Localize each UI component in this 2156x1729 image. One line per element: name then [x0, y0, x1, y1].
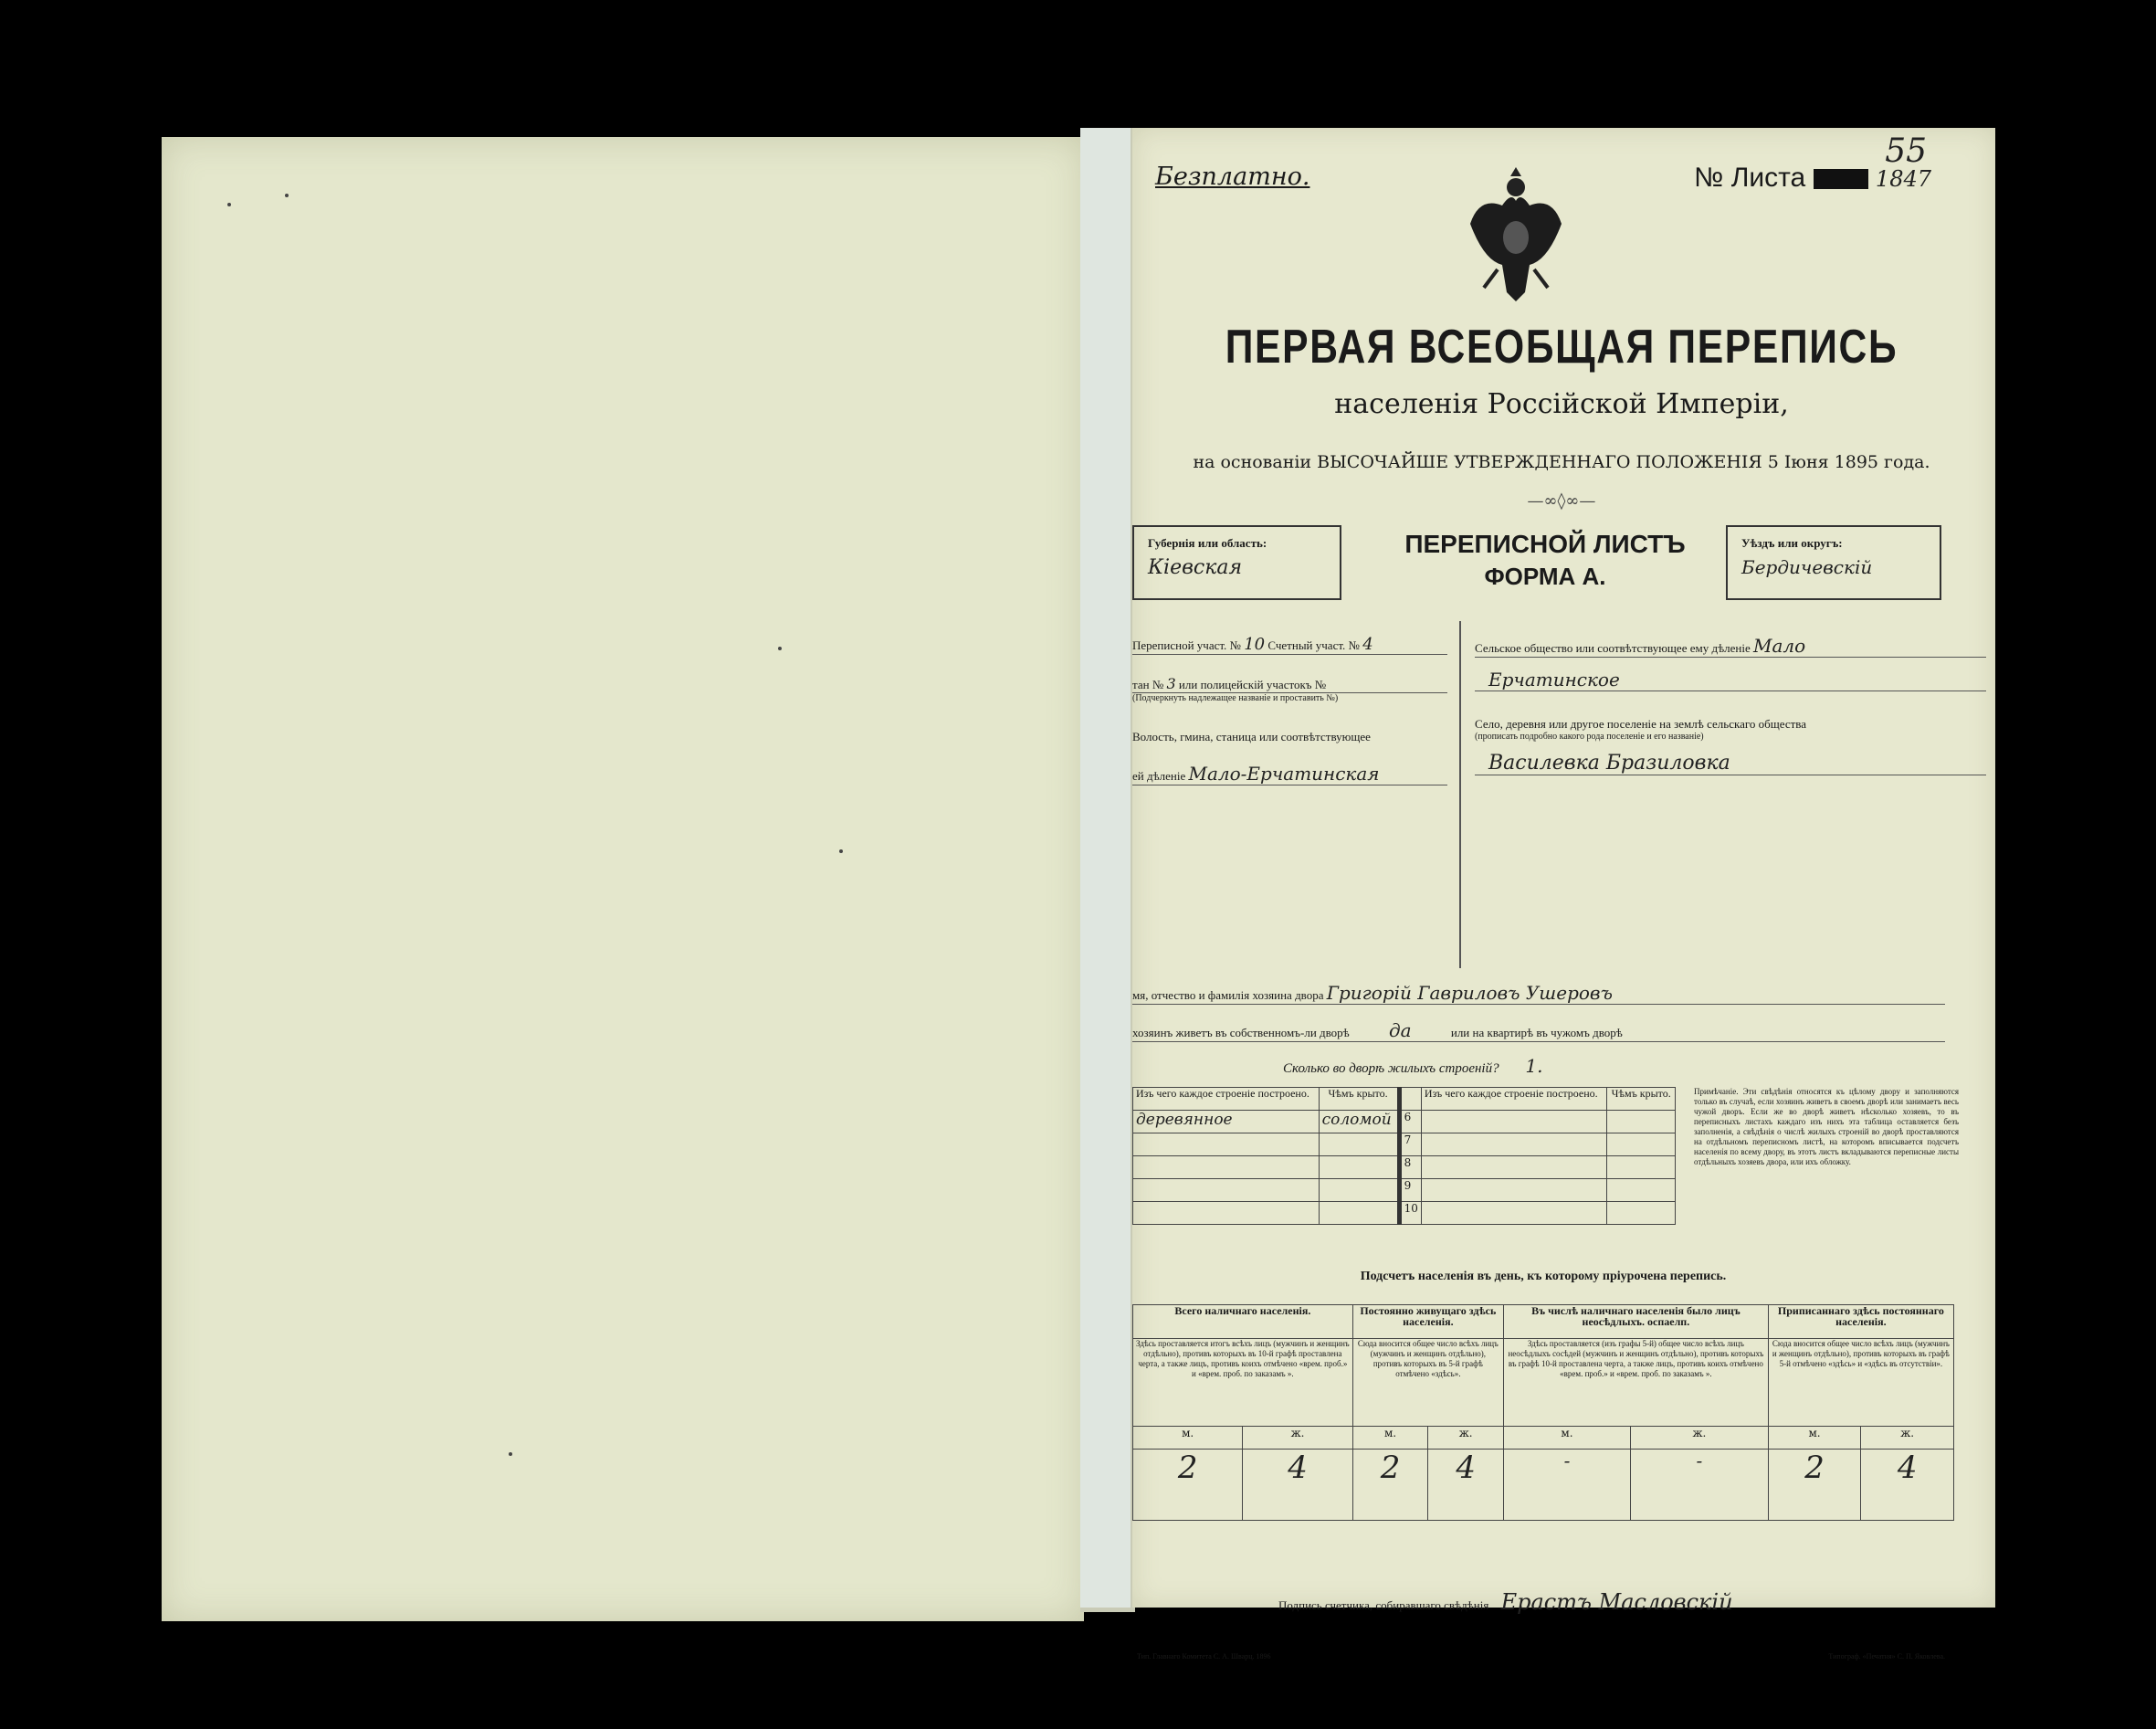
census-form-page: [1132, 128, 1995, 1660]
buildings-line: [1283, 1055, 1945, 1077]
sheet-number-value: 1847: [1875, 166, 1931, 192]
free-label: Безплатно.: [1155, 163, 1310, 191]
paper-speck: [285, 194, 289, 197]
census-title: ПЕРВАЯ ВСЕОБЩАЯ ПЕРЕПИСЬ: [1225, 321, 1898, 374]
buildings-col-roof-2: Чѣмъ крыто.: [1607, 1088, 1676, 1111]
sub-female: ж.: [1861, 1427, 1954, 1450]
count-value: 2: [1133, 1450, 1243, 1521]
count-col-total: Всего наличнаго населенія.: [1133, 1305, 1353, 1339]
sub-female: ж.: [1428, 1427, 1504, 1450]
count-desc-permanent: Сюда вносится общее число всѣхъ лицъ (мужчинъ и женщинъ отдѣльно), противъ которыхъ въ 5-й графѣ отмѣчено «здѣсь».: [1352, 1339, 1503, 1427]
row-number: 10: [1399, 1202, 1421, 1225]
community-value-2: Ерчатинское: [1475, 669, 1986, 691]
paper-speck: [778, 647, 782, 650]
count-value: 4: [1428, 1450, 1504, 1521]
precinct-label: Переписной участ. №: [1132, 638, 1241, 652]
count-col-permanent: Постоянно живущаго здѣсь населенія.: [1352, 1305, 1503, 1339]
count-col-nonresident: Въ числѣ наличнаго населенія было лицъ неосѣдлыхъ. оспаелп.: [1504, 1305, 1769, 1339]
row-number: 9: [1399, 1179, 1421, 1202]
printer-left: Тип. Главнаго Комитета С. А. Шварц. 1896: [1137, 1652, 1271, 1660]
buildings-label: Сколько во дворѣ жилыхъ строеній?: [1283, 1061, 1499, 1076]
uezd-value: Бердичевскій: [1741, 556, 1873, 578]
residence-label: хозяинъ живетъ въ собственномъ-ли дворѣ: [1132, 1026, 1350, 1039]
row1-material: деревянное: [1133, 1111, 1320, 1133]
stan-label: тан №: [1132, 678, 1164, 691]
left-blank-page: [162, 137, 1084, 1621]
owner-value: Григорій Гавриловъ Ушеровъ: [1326, 982, 1613, 1004]
stan-number: 3: [1166, 675, 1176, 692]
paper-speck: [227, 203, 231, 206]
owner-label: мя, отчество и фамилія хозяина двора: [1132, 988, 1324, 1002]
census-basis: на основаніи ВЫСОЧАЙШЕ УТВЕРЖДЕННАГО ПОЛОЖЕНІЯ 5 Іюня 1895 года.: [1193, 452, 1930, 472]
count-desc-total: Здѣсь проставляется итогъ всѣхъ лицъ (мужчинъ и женщинъ отдѣльно), противъ которыхъ въ 10-й графѣ проставлена черта, а также лицъ, противъ коихъ отмѣчено «врем. проб.» и «врем. проб. по заказамъ ».: [1133, 1339, 1353, 1427]
signature-value: Ерастъ Масловскій: [1500, 1589, 1733, 1615]
gubernia-box: [1132, 525, 1341, 600]
police-precinct-label: или полицейскій участокъ №: [1178, 678, 1327, 691]
residence-line: [1132, 1019, 1945, 1042]
form-title: [1344, 530, 1746, 591]
precinct-number: 10: [1244, 635, 1266, 654]
page-number: 55: [1885, 132, 1927, 170]
buildings-value: 1.: [1525, 1055, 1543, 1077]
owner-line: [1132, 982, 1945, 1005]
signature-line: [1278, 1589, 1733, 1615]
count-table: [1132, 1304, 1954, 1521]
signature-label: Подпись счетчика, собиравшаго свѣдѣнія: [1278, 1598, 1489, 1612]
sub-male: м.: [1504, 1427, 1631, 1450]
count-value: 2: [1352, 1450, 1428, 1521]
redaction-mark: [1814, 169, 1868, 189]
sub-female: ж.: [1243, 1427, 1352, 1450]
buildings-table: [1132, 1087, 1676, 1225]
sheet-label: № Листа: [1694, 163, 1806, 193]
binding-strip: [1080, 128, 1131, 1608]
row-number: 6: [1399, 1111, 1421, 1133]
count-desc-nonresident: Здѣсь проставляется (изъ графы 5-й) общее число всѣхъ лицъ неосѣдлыхъ сосѣдей (мужчинъ и женщинъ отдѣльно), противъ которыхъ въ графѣ 10-й проставлена черта, а также лицъ, противъ коихъ отмѣчено «врем. проб.» и «врем. проб. по заказамъ ».: [1504, 1339, 1769, 1427]
residence-value: да: [1389, 1019, 1412, 1041]
printer-right: Типограф. «Печатня» С. П. Яковлева.: [1828, 1652, 1945, 1660]
community-label: Сельское общество или соотвѣтствующее ему дѣленіе: [1475, 641, 1751, 655]
volost-label-2: ей дѣленіе: [1132, 769, 1186, 783]
buildings-col-roof: Чѣмъ крыто.: [1319, 1088, 1399, 1111]
sub-female: ж.: [1631, 1427, 1769, 1450]
volost-label: Волость, гмина, станица или соотвѣтствующее: [1132, 730, 1371, 743]
imperial-eagle-emblem: [1461, 160, 1571, 306]
district-info: [1132, 635, 1447, 785]
note-text: Примѣчаніе. Эти свѣдѣнія относятся къ цѣлому двору и заполняются только въ случаѣ, если хозяинъ живетъ в своемъ дворѣ или занимаетъ весь чужой дворъ. Если же во дворѣ живетъ нѣсколько хозяевъ, то въ переписныхъ листахъ каждаго изъ нихъ эта таблица оставляется безъ заполненія, а свѣдѣнія о числѣ жилыхъ строеній во дворѣ проставляются на отдѣльномъ переписномъ листѣ, на которомъ вписывается подсчетъ населенія по всему двору, въ этотъ листъ вкладываются переписные листы отдѣльныхъ хозяевъ двора, или ихъ обложку.: [1694, 1087, 1959, 1166]
count-desc-registered: Сюда вносится общее число всѣхъ лицъ (мужчинъ и женщинъ отдѣльно), противъ которыхъ въ графѣ 5-й отмѣчено «здѣсь» и «здѣсь въ отсутствіи».: [1768, 1339, 1953, 1427]
district-line2: [1132, 675, 1447, 693]
village-note: (прописать подробно какого рода поселеніе и его названіе): [1475, 732, 1704, 742]
census-subtitle: населенія Россійской Имперіи,: [1334, 388, 1789, 420]
count-value: -: [1504, 1450, 1631, 1521]
district-line1: [1132, 635, 1447, 655]
community-value-1: Мало: [1752, 635, 1806, 657]
sub-male: м.: [1133, 1427, 1243, 1450]
residence-alt-label: или на квартирѣ въ чужомъ дворѣ: [1450, 1026, 1623, 1039]
ornament-divider: —∞◊∞—: [1527, 491, 1596, 511]
count-precinct-label: Счетный участ. №: [1267, 638, 1360, 652]
form-title-line2: ФОРМА А.: [1484, 563, 1606, 590]
count-value: 4: [1243, 1450, 1352, 1521]
row1-roof: соломой: [1319, 1111, 1399, 1133]
uezd-box: [1726, 525, 1941, 600]
count-precinct-number: 4: [1362, 635, 1373, 654]
column-divider: [1459, 621, 1461, 968]
gubernia-value: Кіевская: [1148, 556, 1243, 579]
count-value: 2: [1768, 1450, 1861, 1521]
uezd-label: Уѣздъ или округъ:: [1741, 536, 1843, 550]
community-info: [1475, 635, 1986, 775]
count-heading: Подсчетъ населенія въ день, къ которому пріурочена перепись.: [1360, 1270, 1727, 1283]
count-col-registered: Приписаннаго здѣсь постояннаго населенія.: [1768, 1305, 1953, 1339]
community-line1: [1475, 635, 1986, 658]
village-value: Василевка Бразиловка: [1475, 752, 1986, 775]
district-note: (Подчеркнуть надлежащее названіе и проставить №): [1132, 693, 1339, 703]
count-value: 4: [1861, 1450, 1954, 1521]
buildings-cell: [1399, 1088, 1421, 1111]
row-number: 7: [1399, 1133, 1421, 1156]
owner-info: [1132, 982, 1945, 1077]
sub-male: м.: [1768, 1427, 1861, 1450]
gubernia-label: Губернія или область:: [1148, 536, 1267, 550]
count-value: -: [1631, 1450, 1769, 1521]
sheet-number: [1694, 163, 1931, 194]
buildings-col-material-2: Изъ чего каждое строеніе построено.: [1421, 1088, 1607, 1111]
paper-speck: [509, 1452, 512, 1456]
paper-speck: [839, 849, 843, 853]
district-line4: [1132, 763, 1447, 785]
form-title-line1: ПЕРЕПИСНОЙ ЛИСТЪ: [1404, 530, 1686, 558]
buildings-col-material: Изъ чего каждое строеніе построено.: [1133, 1088, 1320, 1111]
row-number: 8: [1399, 1156, 1421, 1179]
sub-male: м.: [1352, 1427, 1428, 1450]
volost-value: Мало-Ерчатинская: [1188, 763, 1380, 785]
village-label: Село, деревня или другое поселеніе на землѣ сельскаго общества: [1475, 717, 1807, 731]
